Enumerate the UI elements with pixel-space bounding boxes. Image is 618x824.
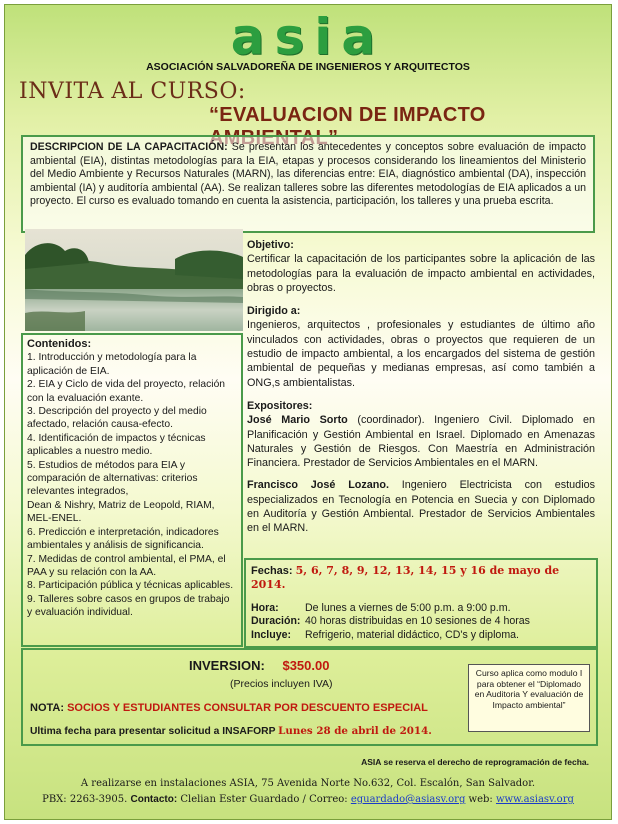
web-link[interactable]: www.asiasv.org [495,794,574,805]
fechas-label: Fechas: [251,565,293,577]
contenidos-item: 6. Predicción e interpretación, indicadores ambientales y análisis de significancia. [27,526,219,552]
right-column [247,238,595,545]
flyer-page [4,4,612,820]
nota-label: NOTA: [30,702,65,714]
ultima-label: Ultima fecha para presentar solicitud a INSAFORP [30,726,276,737]
footer-pbx: PBX: 2263-3905. [42,794,128,805]
contenidos-item: 8. Participación pública y técnicas aplicables. [27,580,234,592]
precios-note: (Precios incluyen IVA) [230,678,333,690]
diplomado-note: Curso aplica como modulo I para obtener el “Diplomado en Auditoria Y evaluación de Impacto ambiental” [468,664,590,732]
expositor-name: Francisco José Lozano. [247,479,389,492]
fechas-box [244,558,598,648]
contenidos-item: 9. Talleres sobre casos en grupos de trabajo y evaluación individual. [27,593,230,619]
nota-line [30,702,428,714]
lake-photo [25,229,243,331]
incluye-label: Incluye: [251,628,292,641]
hora-row [251,602,591,615]
contenidos-item: 7. Medidas de control ambiental, el PMA, el PAA y su relación con la AA. [27,553,226,578]
duracion-row [251,615,591,628]
description-box [21,135,595,233]
hora-label: Hora: [251,601,279,614]
objetivo-section [247,238,595,295]
footer-contacto-label: Contacto: [130,794,178,805]
expositor-text: (coordinador). Ingeniero Civil. Diplomado en Planificación y Gestión Ambiental en Israel. Diplomado en Amenazas Naturales y Gestión de Riesgos. Con Maestría en Administración Financiera. Prestador de Servicios Ambientales en el MARN. [247,414,595,470]
objetivo-text: Certificar la capacitación de los participantes sobre la aplicación de las metodologías para la evaluación de impacto ambiental en actividades, obras o proyectos. [247,253,595,294]
expositor-name: José Mario Sorto [247,414,348,427]
footer-contacto: Clelian Ester Guardado / Correo: [180,794,348,805]
footer-contact [5,794,611,805]
inversion-line [189,658,329,673]
contenidos-item: 5. Estudios de métodos para EIA y comparación de alternativas: criterios relevantes integrados, [27,459,198,498]
expositor-text: Ingeniero Electricista con estudios especializados en Tecnología en Potencia en Suecia y con Diplomado en Auditoría y Gestión Ambiental. Prestador de Servicios Ambientales en el MARN. [247,479,595,535]
lake-photo-illustration [25,229,243,331]
duracion-value: 40 horas distribuidas en 10 sesiones de 4 horas [305,615,530,628]
contenidos-item: 1. Introducción y metodología para la aplicación de EIA. [27,352,197,377]
ultima-date: Lunes 28 de abril de 2014. [278,725,432,737]
footer-web-label: web: [468,794,493,805]
duracion-label: Duración: [251,615,301,628]
contenidos-label: Contenidos: [27,338,92,350]
footer-address: A realizarse en instalaciones ASIA, 75 Avenida Norte No.632, Col. Escalón, San Salvador. [80,778,536,789]
org-name: ASOCIACIÓN SALVADOREÑA DE INGENIEROS Y ARQUITECTOS [146,61,470,73]
incluye-row [251,629,591,642]
dirigido-label: Dirigido a: [247,305,301,318]
description-text: Se presentan los antecedentes y conceptos sobre evaluación de impacto ambiental (EIA), distintas metodologías para la EIA, etapas y procesos considerando los lineamientos del Ministerio del Medio Ambiente y Recursos Naturales (MARN), las diferencias entre: EIA, diagnóstico ambiental (DA), inspección ambiental (IA) y auditoría ambiental (AA). Se realizan talleres sobre las diferentes metodologías de EIA aplicados a un proyecto. El curso es evaluado tomando en cuenta la asistencia, participación, los talleres y una prueba escrita. [30,141,586,207]
incluye-value: Refrigerio, material didáctico, CD's y diploma. [305,628,519,641]
inversion-label: INVERSION: [189,658,265,673]
contenidos-item: 3. Descripción del proyecto y del medio afectado, relación causa-efecto. [27,406,207,431]
course-title: “EVALUACION DE IMPACTO [209,104,486,126]
invita-heading: INVITA AL CURSO: [19,79,246,104]
asia-logo [5,8,611,66]
hora-value: De lunes a viernes de 5:00 p.m. a 9:00 p.m. [305,601,511,614]
expositores-section [247,399,595,536]
expositor-item [247,413,595,470]
nota-text: SOCIOS Y ESTUDIANTES CONSULTAR POR DESCUENTO ESPECIAL [67,702,428,714]
inversion-price: $350.00 [282,658,330,673]
fechas-line [251,564,591,593]
expositores-label: Expositores: [247,399,313,412]
contenidos-item: Dean & Nishry, Matriz de Leopold, RIAM, MEL-ENEL. [27,499,215,525]
dirigido-section [247,304,595,390]
contenidos-item: 2. EIA y Ciclo de vida del proyecto, relación con la evaluación exante. [27,379,226,404]
logo-text: asia [230,8,386,66]
dirigido-text: Ingenieros, arquitectos , profesionales y estudiantes de último año vinculados con actividades, obras o proyectos que requieren de un estudio de impacto ambiental, a los encargados del sistema de gestión ambiental de pequeñas y medianas empresas, así como también a ONG,s ambientalistas. [247,319,595,389]
fechas-dates: 5, 6, 7, 8, 9, 12, 13, 14, 15 y 16 de mayo de 2014. [251,564,560,592]
email-link[interactable]: eguardado@asiasv.org [350,794,466,805]
description-label: DESCRIPCION DE LA CAPACITACIÓN: [30,141,228,153]
reserva-note: ASIA se reserva el derecho de reprogramación de fecha. [361,757,589,767]
contenidos-box [21,333,243,647]
inversion-box [21,648,598,746]
contenidos-item: 4. Identificación de impactos y técnicas aplicables a nuestro medio. [27,432,206,458]
ultima-line [30,725,432,737]
objetivo-label: Objetivo: [247,239,294,251]
expositor-item [247,478,595,535]
